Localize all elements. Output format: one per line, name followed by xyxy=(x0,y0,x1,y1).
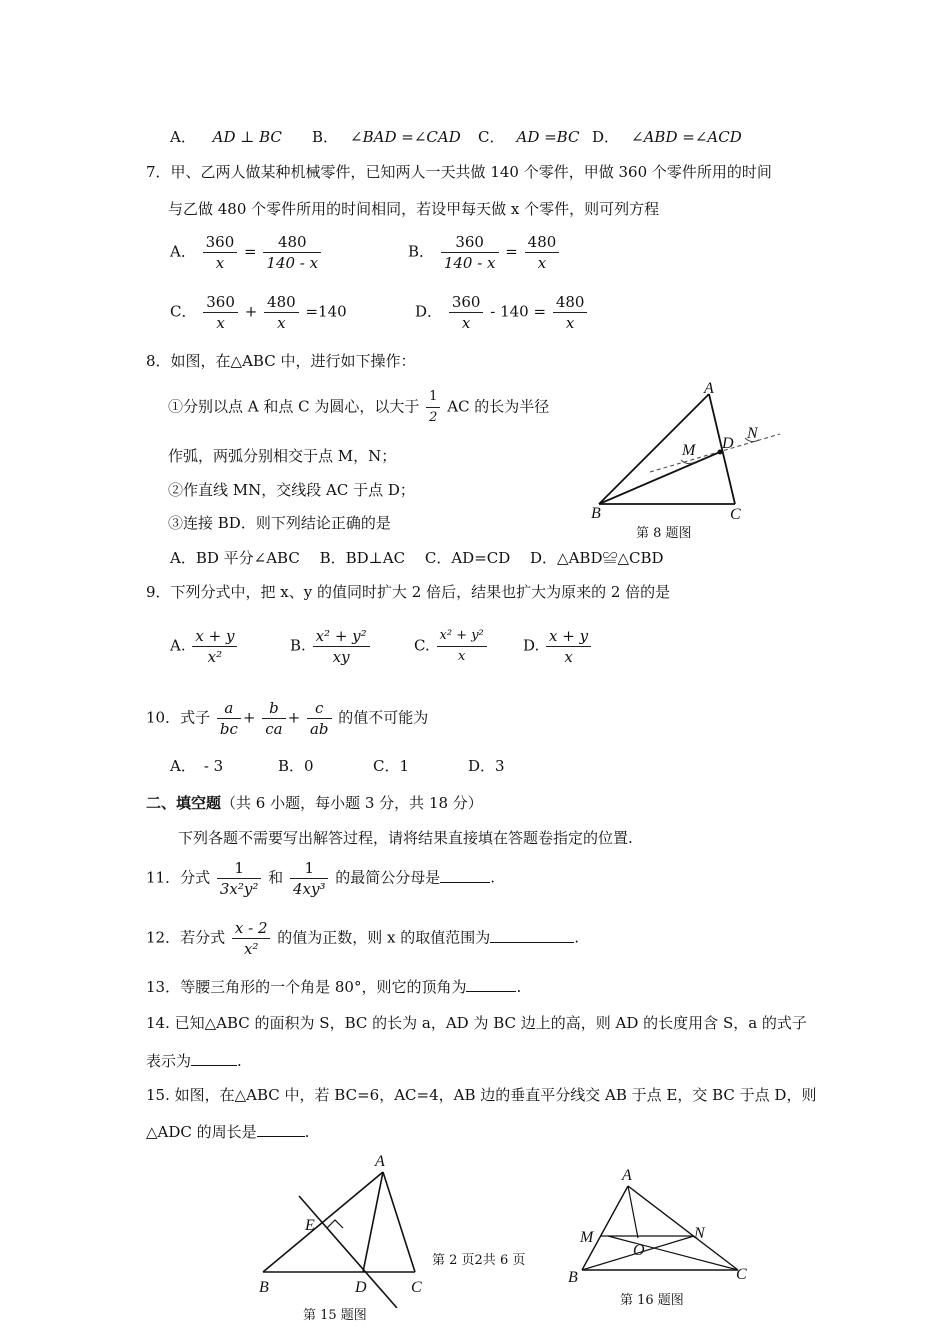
q6-option-c: AD =BC xyxy=(516,128,580,146)
section2-heading: 二、填空题（共 6 小题，每小题 3 分，共 18 分） xyxy=(146,794,483,812)
q8-caption: 第 8 题图 xyxy=(636,526,692,541)
q15-label-e: E xyxy=(305,1217,315,1234)
q9-line1: 9．下列分式中，把 x、y 的值同时扩大 2 倍后，结果也扩大为原来的 2 倍的是 xyxy=(146,583,671,601)
q8-step1-cont: 作弧，两弧分别相交于点 M，N； xyxy=(168,447,397,465)
q7-option-d: D． $\frac{360}{x}$ - 140 = $\frac{480}{x}$ xyxy=(415,292,589,333)
q11: 11．分式 $\frac{1}{\text{3x²y²}}$ 和 $\frac{1}{\text{4xy³}}$ 的最简公分母是 . xyxy=(146,859,496,898)
q7-option-b: B． $\frac{360}{140 - x}$ = $\frac{480}{x}$ xyxy=(408,232,561,273)
section2-instructions: 下列各题不需要写出解答过程，请将结果直接填在答题卷指定的位置. xyxy=(178,829,633,847)
q7-line1: 7．甲、乙两人做某种机械零件，已知两人一天共做 140 个零件，甲做 360 个零件所用的时间 xyxy=(146,163,772,181)
q10-option-a: A． - 3 xyxy=(170,757,224,775)
q16-label-n: N xyxy=(694,1225,705,1242)
q13-answer-blank xyxy=(466,977,516,992)
q15-label-a: A xyxy=(375,1153,385,1170)
q8-options: A．BD 平分∠ABC B．BD⊥AC C．AD=CD D．△ABD≌△CBD xyxy=(170,549,664,567)
q10-option-b: B．0 xyxy=(278,757,314,775)
q15-label-d: D xyxy=(355,1279,367,1296)
q9-option-a: A. $\frac{x + y}{\text{x²}}$ xyxy=(170,626,239,667)
q8-label-c: C xyxy=(730,506,741,523)
q16-label-a: A xyxy=(622,1167,632,1184)
q6-option-a-label: A． xyxy=(170,128,196,146)
q16-label-b: B xyxy=(568,1269,578,1286)
q15-figure xyxy=(255,1148,430,1308)
q6-option-d: ∠ABD =∠ACD xyxy=(631,128,742,146)
q16-label-m: M xyxy=(580,1229,594,1246)
q8-figure xyxy=(585,380,785,540)
q15-line2: △ADC 的周长是 . xyxy=(146,1123,310,1141)
q8-label-m: M xyxy=(682,442,696,459)
q14-line2: 表示为 . xyxy=(146,1052,242,1070)
q8-label-n: N xyxy=(747,425,758,442)
q9-option-d: D. $\frac{x + y}{x}$ xyxy=(523,626,593,667)
q15-label-b: B xyxy=(259,1279,269,1296)
q6-options xyxy=(170,126,282,147)
q10-option-c: C．1 xyxy=(373,757,410,775)
q10-option-d: D．3 xyxy=(468,757,505,775)
q6-option-a: AD ⊥ BC xyxy=(212,128,282,146)
q8-label-a: A xyxy=(704,380,714,397)
q15-label-c: C xyxy=(411,1279,422,1296)
q8-step1: ①分别以点 A 和点 C 为圆心，以大于 $\frac{1}{2}$ AC 的长为半径 xyxy=(168,389,550,425)
q14-line1: 14. 已知△ABC 的面积为 S，BC 的长为 a，AD 为 BC 边上的高，则 AD 的长度用含 S，a 的式子 xyxy=(146,1014,807,1032)
page-footer: 第 2 页2共 6 页 xyxy=(432,1253,526,1268)
q8-label-b: B xyxy=(591,505,601,522)
q13: 13．等腰三角形的一个角是 80°，则它的顶角为 . xyxy=(146,978,522,996)
q10-stem: 10．式子 $\frac{a}{bc}$ + $\frac{b}{ca}$ + $\frac{c}{ab}$ 的值不可能为 xyxy=(146,699,429,738)
q7-option-c: C． $\frac{360}{x}$ + $\frac{480}{x}$ =140 xyxy=(170,293,347,332)
q12-answer-blank xyxy=(490,928,574,943)
q9-option-b: B. $\frac{\text{x² + y²}}{xy}$ xyxy=(290,626,372,667)
q7-line2: 与乙做 480 个零件所用的时间相同，若设甲每天做 x 个零件，则可列方程 xyxy=(168,200,660,218)
q15-caption: 第 15 题图 xyxy=(303,1308,367,1323)
q12: 12．若分式 $\frac{x - 2}{\text{x²}}$ 的值为正数，则 x 的取值范围为 . xyxy=(146,919,580,958)
q16-label-o: O xyxy=(633,1242,645,1259)
q8-step2: ②作直线 MN，交线段 AC 于点 D； xyxy=(168,481,415,499)
q15-line1: 15. 如图，在△ABC 中，若 BC=6，AC=4，AB 边的垂直平分线交 AB 于点 E，交 BC 于点 D，则 xyxy=(146,1086,817,1104)
q8-step3: ③连接 BD．则下列结论正确的是 xyxy=(168,514,391,532)
q8-label-d: D xyxy=(722,435,734,452)
q16-label-c: C xyxy=(736,1266,747,1283)
q15-answer-blank xyxy=(257,1122,305,1137)
q6-option-b-label: B． xyxy=(312,128,339,146)
q16-figure xyxy=(560,1160,770,1290)
q6-option-d-label: D． xyxy=(592,128,620,146)
q11-answer-blank xyxy=(440,868,490,883)
q14-answer-blank xyxy=(191,1051,237,1066)
q6-option-b: ∠BAD =∠CAD xyxy=(350,128,461,146)
q6-option-c-label: C． xyxy=(478,128,505,146)
q16-caption: 第 16 题图 xyxy=(620,1293,684,1308)
q9-option-c: C. $\frac{\text{x² + y²}}{x}$ xyxy=(414,626,489,667)
q7-option-a: A． $\frac{360}{x}$ = $\frac{480}{140 - x}$ xyxy=(170,232,323,273)
q8-line1: 8．如图，在△ABC 中，进行如下操作： xyxy=(146,352,416,370)
